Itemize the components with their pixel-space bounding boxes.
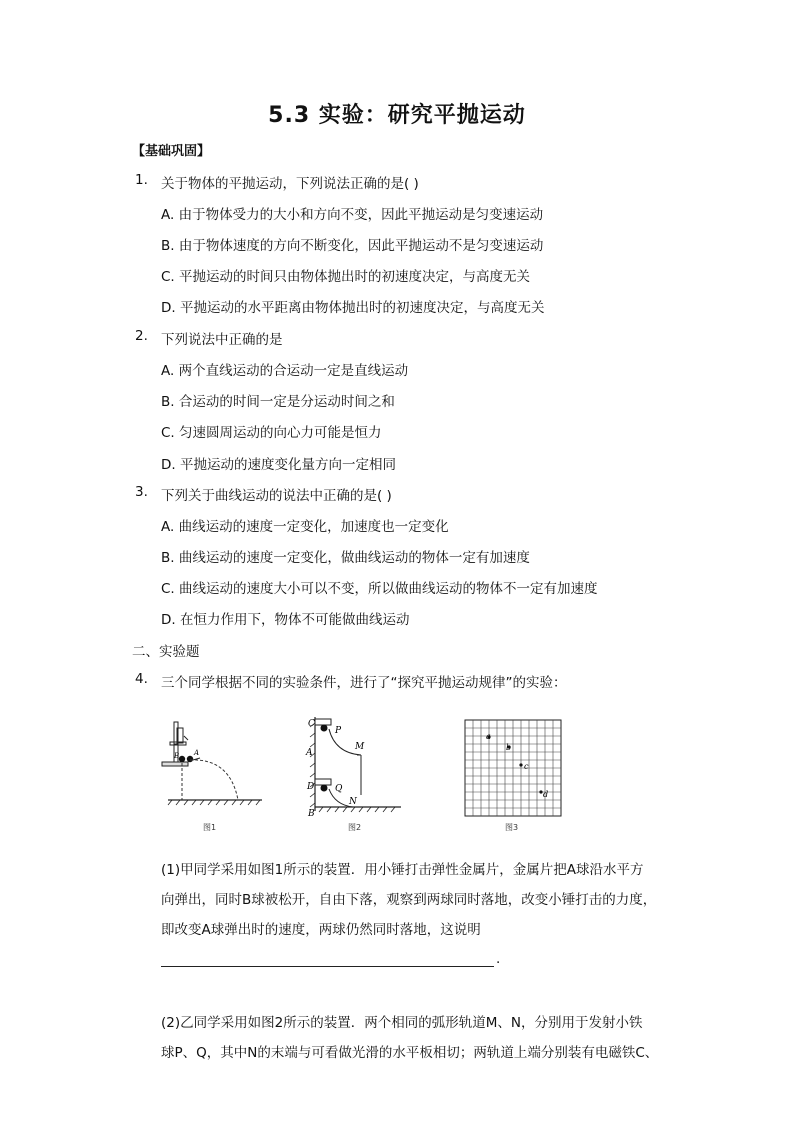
question-3-text: 下列关于曲线运动的说法中正确的是( ) <box>161 488 392 504</box>
question-3-option-d: D. 在恒力作用下，物体不可能做曲线运动 <box>161 612 410 628</box>
fig2-letter-n: N <box>349 797 357 807</box>
question-2-option-b: B. 合运动的时间一定是分运动时间之和 <box>161 394 395 410</box>
question-3-option-b: B. 曲线运动的速度一定变化，做曲线运动的物体一定有加速度 <box>161 550 530 566</box>
fig3-letter-d: d <box>543 790 549 799</box>
fig2-letter-c: C <box>308 719 315 729</box>
page-title: 5.3 实验：研究平抛运动 <box>268 103 526 128</box>
figure-2-apparatus <box>305 713 405 817</box>
fig3-letter-c: c <box>524 762 529 771</box>
answer-end-mark: . <box>496 951 501 967</box>
fig1-letter-a: A <box>194 749 200 757</box>
part-2-line-2: 球P、Q，其中N的末端与可看做光滑的水平板相切；两轨道上端分别装有电磁铁C、 <box>161 1045 659 1061</box>
question-3-option-c: C. 曲线运动的速度大小可以不变，所以做曲线运动的物体不一定有加速度 <box>161 581 598 597</box>
answer-blank-line[interactable] <box>161 966 494 967</box>
question-2-option-a: A. 两个直线运动的合运动一定是直线运动 <box>161 363 409 379</box>
question-2-option-d: D. 平抛运动的速度变化量方向一定相同 <box>161 457 396 473</box>
fig2-letter-p: P <box>335 726 342 736</box>
question-1-option-c: C. 平抛运动的时间只由物体抛出时的初速度决定，与高度无关 <box>161 269 531 285</box>
question-1-option-d: D. 平抛运动的水平距离由物体抛出时的初速度决定，与高度无关 <box>161 300 545 316</box>
question-3-number: 3. <box>135 484 148 500</box>
figure-3-label: 图3 <box>505 823 519 832</box>
question-1-option-b: B. 由于物体速度的方向不断变化，因此平抛运动不是匀变速运动 <box>161 238 544 254</box>
section-experiment-heading: 二、实验题 <box>132 644 200 660</box>
figure-3-grid <box>464 719 562 817</box>
fig2-letter-a: A <box>306 748 313 758</box>
question-3-option-a: A. 曲线运动的速度一定变化，加速度也一定变化 <box>161 519 449 535</box>
part-2-line-1: (2)乙同学采用如图2所示的装置．两个相同的弧形轨道M、N，分别用于发射小铁 <box>161 1015 643 1031</box>
figure-1-label: 图1 <box>203 823 217 832</box>
fig2-letter-d: D <box>307 782 315 792</box>
section-basic-heading: 【基础巩固】 <box>132 144 211 159</box>
question-1-text: 关于物体的平抛运动，下列说法正确的是( ) <box>161 176 419 192</box>
question-1-option-a: A. 由于物体受力的大小和方向不变，因此平抛运动是匀变速运动 <box>161 207 544 223</box>
question-2-option-c: C. 匀速圆周运动的向心力可能是恒力 <box>161 425 382 441</box>
fig1-letter-b: B <box>174 752 180 760</box>
question-2-number: 2. <box>135 328 148 344</box>
fig2-letter-b: B <box>308 809 315 817</box>
fig3-letter-a: a <box>486 732 491 741</box>
question-1-number: 1. <box>135 172 148 188</box>
part-1-line-1: (1)甲同学采用如图1所示的装置．用小锤打击弹性金属片，金属片把A球沿水平方 <box>161 862 644 878</box>
figure-1-apparatus <box>160 718 270 813</box>
part-1-line-2: 向弹出，同时B球被松开，自由下落，观察到两球同时落地，改变小锤打击的力度， <box>161 892 657 908</box>
fig2-letter-m: M <box>355 742 365 752</box>
question-4-number: 4. <box>135 671 148 687</box>
part-1-line-3: 即改变A球弹出时的速度，两球仍然同时落地，这说明 <box>161 922 481 938</box>
figure-2-label: 图2 <box>348 823 362 832</box>
question-2-text: 下列说法中正确的是 <box>161 332 283 348</box>
question-4-text: 三个同学根据不同的实验条件，进行了“探究平抛运动规律”的实验： <box>161 675 567 691</box>
fig2-letter-q: Q <box>335 784 343 794</box>
fig3-letter-b: b <box>506 743 512 752</box>
